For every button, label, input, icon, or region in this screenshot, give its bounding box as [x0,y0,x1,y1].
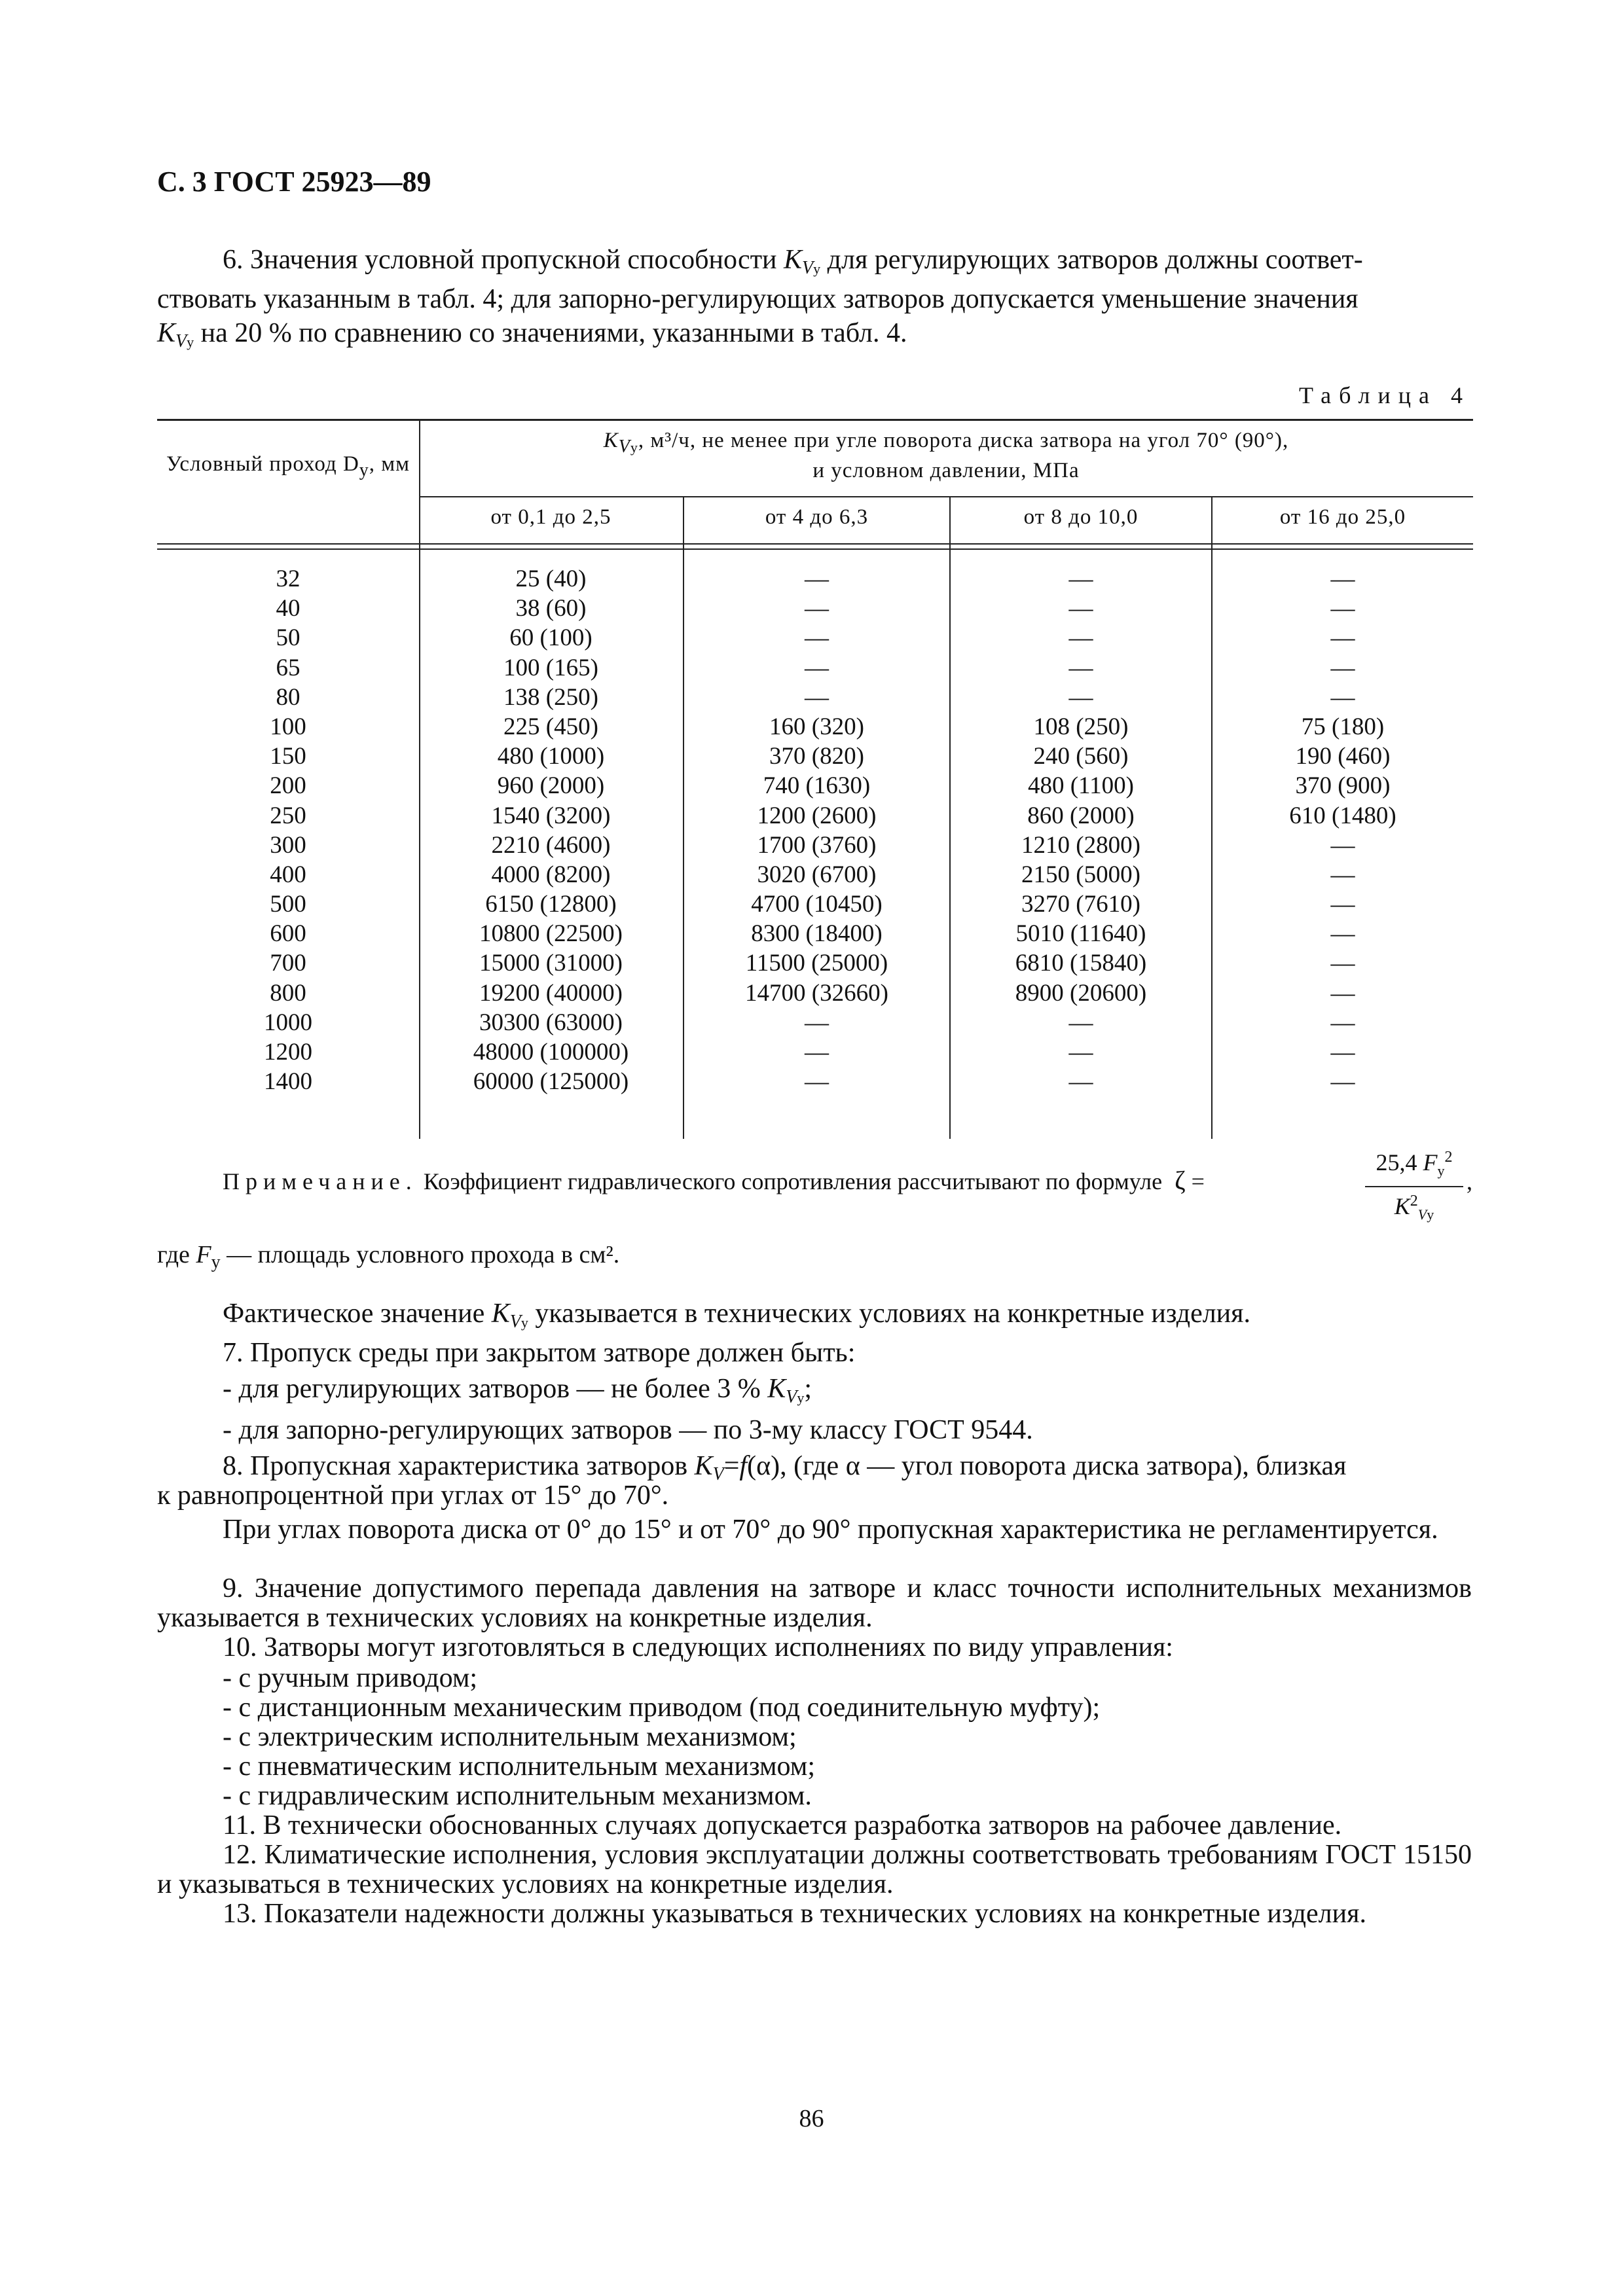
cell-pressure-4: — [1330,595,1355,622]
cell-pressure-2: 11500 (25000) [745,950,888,977]
cell-pressure-1: 4000 (8200) [491,861,611,888]
table-header-pressure-3: от 8 до 10,0 [1023,505,1139,529]
item13: 13. Показатели надежности должны указываться в технических условиях на конкретные изделия. [223,1899,1366,1929]
cell-pressure-4: — [1330,565,1355,592]
cell-pressure-4: 75 (180) [1301,713,1385,740]
table-header-pressure-1: от 0,1 до 2,5 [490,505,611,529]
item6-text-d: на 20 % по сравнению со значениями, указанными в табл. 4. [200,318,907,348]
cell-pressure-3: — [1068,1039,1093,1066]
cell-pressure-3: — [1068,1068,1093,1096]
cell-pressure-4: — [1330,1009,1355,1036]
cell-pressure-1: 15000 (31000) [479,950,623,977]
table-column-pressure-4 [1213,564,1473,1096]
formula-numerator: 25,4 $F_у^2$ [1376,1149,1453,1179]
cell-pressure-3: — [1068,654,1093,681]
cell-pressure-3: 240 (560) [1033,743,1129,770]
cell-pressure-3: 8900 (20600) [1015,979,1147,1007]
cell-diameter: 1400 [264,1068,312,1096]
cell-pressure-1: 30300 (63000) [479,1009,623,1036]
cell-pressure-3: — [1068,683,1093,711]
cell-pressure-4: 370 (900) [1295,772,1391,800]
table-header-group: $K_{Vу}$, м³/ч, не менее при угле поворота диска затвора на угол 70° (90°), и условном давлении, МПа [603,429,1289,482]
table-title: Таблица 4 [1299,382,1470,408]
cell-pressure-3: 108 (250) [1033,713,1129,740]
item10: 10. Затворы могут изготовляться в следующих исполнениях по виду управления: [223,1632,1173,1662]
cell-pressure-4: 610 (1480) [1289,802,1396,829]
cell-pressure-3: 6810 (15840) [1015,950,1147,977]
item6-line3 [157,318,907,351]
item10-option-2: - с дистанционным механическим приводом (под соединительную муфту); [223,1693,1101,1723]
kv-symbol: $K_{Vу}$ [784,245,821,278]
cell-pressure-2: — [805,595,829,622]
cell-pressure-1: 100 (165) [503,654,598,681]
cell-pressure-2: 3020 (6700) [757,861,877,888]
cell-pressure-1: 19200 (40000) [479,979,623,1007]
cell-pressure-3: 860 (2000) [1027,802,1135,829]
item7-a: - для регулирующих затворов — не более 3 % $K_{Vу}$; [223,1374,812,1407]
cell-diameter: 300 [270,831,306,859]
cell-pressure-1: 225 (450) [503,713,598,740]
cell-pressure-3: 3270 (7610) [1021,891,1140,918]
cell-pressure-2: 4700 (10450) [751,891,883,918]
table-column-pressure-1 [419,564,683,1096]
cell-diameter: 200 [270,772,306,800]
table-header-rule-1 [157,543,1473,545]
table-column-pressure-3 [951,564,1211,1096]
item7: 7. Пропуск среды при закрытом затворе должен быть: [223,1338,856,1368]
item11: 11. В технически обоснованных случаях допускается разработка затворов на рабочее давление. [223,1810,1342,1840]
cell-pressure-2: 160 (320) [769,713,864,740]
table-header-pressure-4: от 16 до 25,0 [1279,505,1406,529]
cell-pressure-1: 25 (40) [515,565,587,592]
cell-pressure-4: — [1330,861,1355,888]
cell-pressure-3: 1210 (2800) [1021,831,1140,859]
item6-text-a: 6. Значения условной пропускной способности [223,245,777,275]
item10-option-4: - с пневматическим исполнительным механизмом; [223,1751,815,1782]
equals-sign: = [1191,1168,1205,1194]
formula-fraction-bar [1365,1186,1463,1187]
cell-pressure-2: — [805,624,829,652]
cell-pressure-2: — [805,1039,829,1066]
cell-diameter: 700 [270,950,306,977]
table-top-rule [157,419,1473,421]
cell-pressure-4: — [1330,624,1355,652]
cell-pressure-4: — [1330,1068,1355,1096]
item7-b: - для запорно-регулирующих затворов — по 3-му классу ГОСТ 9544. [223,1415,1033,1445]
cell-pressure-2: — [805,683,829,711]
table-header-rule-2 [157,548,1473,550]
item8-line2: к равнопроцентной при углах от 15° до 70°. [157,1480,669,1511]
formula-denominator: $K^2_{Vу}$ [1394,1193,1434,1223]
cell-pressure-3: 480 (1100) [1027,772,1135,800]
cell-pressure-4: — [1330,654,1355,681]
table-header-diameter: Условный проход $D_у$, мм [166,452,410,480]
cell-diameter: 250 [270,802,306,829]
cell-pressure-3: 5010 (11640) [1015,920,1146,948]
cell-pressure-4: — [1330,950,1355,977]
item6-text-b: для регулирующих затворов должны соответ- [827,245,1363,275]
cell-pressure-2: 1200 (2600) [757,802,877,829]
note-where: где $F_у$ — площадь условного прохода в см². [157,1241,620,1272]
item10-option-5: - с гидравлическим исполнительным механизмом. [223,1781,812,1811]
cell-pressure-1: 38 (60) [515,595,587,622]
cell-pressure-2: 740 (1630) [763,772,871,800]
cell-pressure-2: 1700 (3760) [757,831,877,859]
table-column-diameter [157,564,419,1096]
table-header-pressure-2: от 4 до 6,3 [765,505,869,529]
cell-pressure-4: — [1330,831,1355,859]
cell-pressure-1: 960 (2000) [497,772,605,800]
cell-pressure-3: — [1068,595,1093,622]
cell-pressure-1: 48000 (100000) [473,1039,629,1066]
cell-pressure-2: — [805,1068,829,1096]
cell-pressure-4: — [1330,683,1355,711]
cell-pressure-1: 138 (250) [503,683,598,711]
cell-diameter: 100 [270,713,306,740]
note-label: Примечание. [223,1168,418,1194]
cell-pressure-2: 14700 (32660) [745,979,888,1007]
cell-diameter: 400 [270,861,306,888]
cell-diameter: 1200 [264,1039,312,1066]
cell-pressure-3: — [1068,565,1093,592]
cell-diameter: 800 [270,979,306,1007]
kv-symbol: $K_{Vу}$ [603,429,638,457]
zeta-symbol: ζ [1175,1166,1186,1195]
cell-pressure-1: 6150 (12800) [485,891,617,918]
cell-pressure-4: — [1330,891,1355,918]
cell-pressure-4: — [1330,920,1355,948]
kv-symbol: $K_{Vу}$ [491,1299,528,1332]
item10-option-3: - с электрическим исполнительным механизмом; [223,1722,797,1752]
table-note [223,1165,1205,1196]
cell-pressure-1: 2210 (4600) [491,831,611,859]
cell-pressure-4: — [1330,1039,1355,1066]
cell-pressure-4: — [1330,979,1355,1007]
cell-pressure-2: — [805,565,829,592]
cell-pressure-1: 480 (1000) [497,743,605,770]
item12: 12. Климатические исполнения, условия эксплуатации должны соответствовать требованиям ГОСТ 15150 и указываться в технических условиях на конкретные изделия. [157,1840,1472,1899]
actual-value-paragraph: Фактическое значение $K_{Vу}$ указывается в технических условиях на конкретные изделия. [223,1299,1250,1332]
cell-diameter: 500 [270,891,306,918]
cell-pressure-2: 8300 (18400) [751,920,883,948]
kv-symbol: $K_{Vу}$ [767,1374,805,1407]
item8-paragraph2: При углах поворота диска от 0° до 15° и от 70° до 90° пропускная характеристика не регламентируется. [223,1515,1438,1545]
cell-pressure-1: 60 (100) [509,624,593,652]
cell-pressure-3: 2150 (5000) [1021,861,1140,888]
formula-comma: , [1467,1168,1472,1194]
cell-diameter: 80 [276,683,301,711]
note-text: Коэффициент гидравлического сопротивления рассчитывают по формуле [423,1168,1163,1194]
cell-pressure-2: — [805,654,829,681]
kv-symbol: $K_{Vу}$ [157,318,194,351]
cell-pressure-2: 370 (820) [769,743,864,770]
cell-pressure-2: — [805,1009,829,1036]
cell-pressure-1: 10800 (22500) [479,920,623,948]
cell-diameter: 150 [270,743,306,770]
table-column-pressure-2 [684,564,949,1096]
cell-pressure-3: — [1068,624,1093,652]
cell-pressure-3: — [1068,1009,1093,1036]
item8-line1: 8. Пропускная характеристика затворов $K_V=f(\alpha)$, (где α — угол поворота диска затвора), близкая [223,1451,1347,1484]
cell-diameter: 65 [276,654,301,681]
table-subheader-rule [419,496,1473,497]
cell-diameter: 32 [276,565,301,592]
cell-diameter: 40 [276,595,301,622]
cell-pressure-4: 190 (460) [1295,743,1391,770]
item9: 9. Значение допустимого перепада давления на затворе и класс точности исполнительных механизмов указывается в технических условиях на конкретные изделия. [157,1573,1472,1633]
cell-diameter: 1000 [264,1009,312,1036]
page-header: С. 3 ГОСТ 25923—89 [157,166,431,198]
cell-diameter: 600 [270,920,306,948]
item6-line1 [223,245,1363,278]
item6-line2: ствовать указанным в табл. 4; для запорно-регулирующих затворов допускается уменьшение значения [157,284,1359,314]
cell-pressure-1: 60000 (125000) [473,1068,629,1096]
page-number: 86 [799,2105,824,2132]
item10-option-1: - с ручным приводом; [223,1663,478,1693]
cell-diameter: 50 [276,624,301,652]
cell-pressure-1: 1540 (3200) [491,802,611,829]
